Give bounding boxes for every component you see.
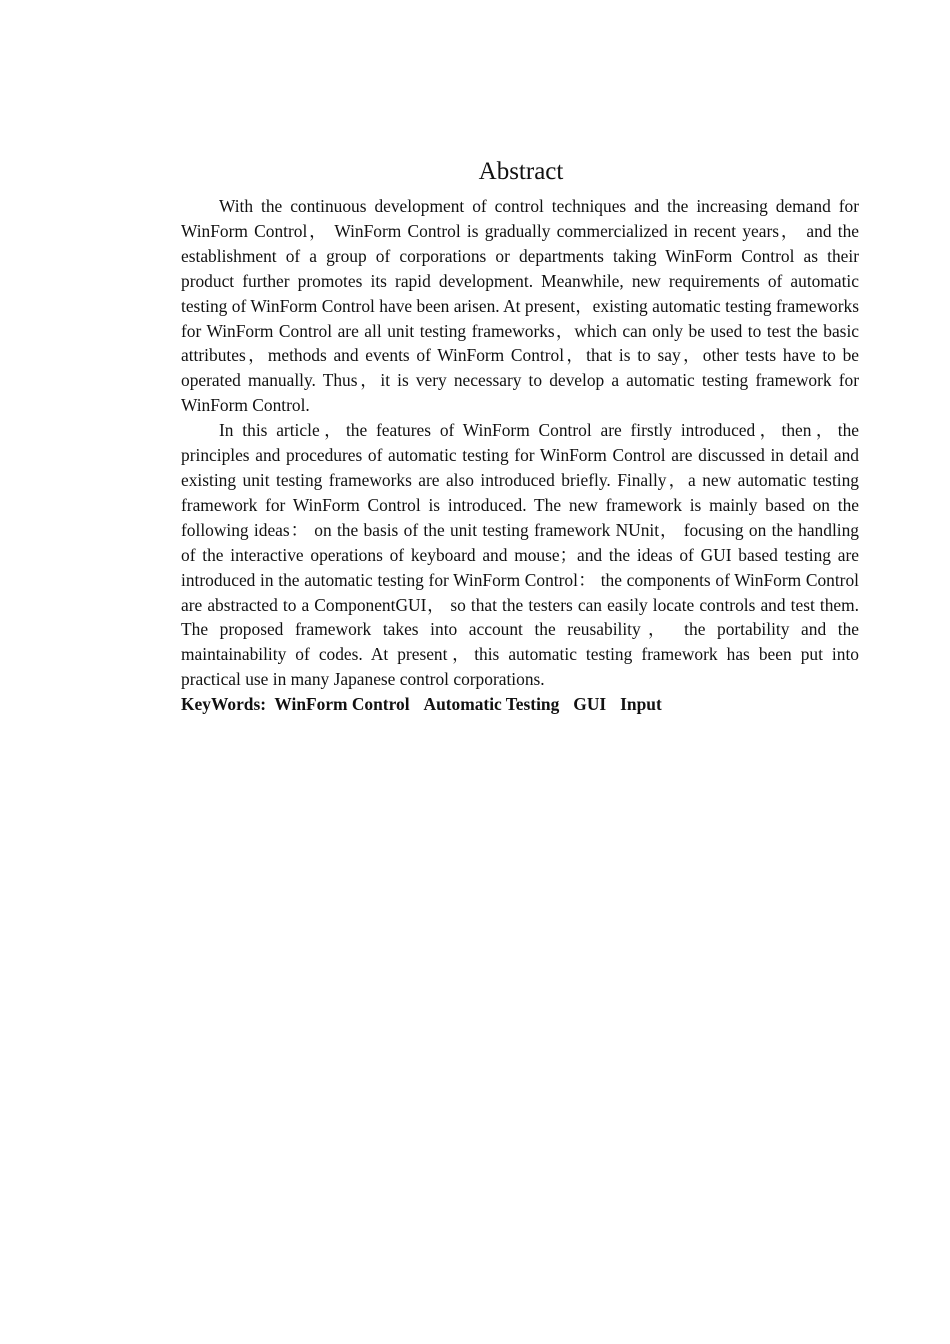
keyword-term: Input: [620, 694, 662, 715]
abstract-title: Abstract: [478, 158, 564, 185]
keywords-label: KeyWords:: [181, 694, 267, 715]
keyword-term: WinForm Control: [274, 694, 410, 715]
abstract-paragraph-1: With the continuous development of control techniques and the increasing demand for WinForm Control， WinForm Control is gradually commercialized in recent years， and the establishment of a group of corporations or departments taking WinForm Control as their product further promotes its rapid development. Meanwhile, new requirements of automatic testing of WinForm Control have been arisen. At present，existing automatic testing frameworks for WinForm Control are all unit testing frameworks，which can only be used to test the basic attributes，methods and events of WinForm Control，that is to say，other tests have to be operated manually. Thus，it is very necessary to develop a automatic testing framework for WinForm Control.: [181, 196, 859, 416]
document-page: [181, 156, 859, 717]
keyword-term: Automatic Testing: [423, 694, 560, 715]
abstract-paragraph-2: In this article，the features of WinForm Control are firstly introduced，then，the principles and procedures of automatic testing for WinForm Control are discussed in detail and existing unit testing frameworks are also introduced briefly. Finally，a new automatic testing framework for WinForm Control is introduced. The new framework is mainly based on the following ideas： on the basis of the unit testing framework NUnit， focusing on the handling of the interactive operations of keyboard and mouse；and the ideas of GUI based testing are introduced in the automatic testing for WinForm Control： the components of WinForm Control are abstracted to a ComponentGUI， so that the testers can easily locate controls and test them. The proposed framework takes into account the reusability， the portability and the maintainability of codes. At present，this automatic testing framework has been put into practical use in many Japanese control corporations.: [181, 420, 859, 690]
keyword-term: GUI: [573, 694, 607, 715]
keywords-line: [181, 692, 859, 717]
